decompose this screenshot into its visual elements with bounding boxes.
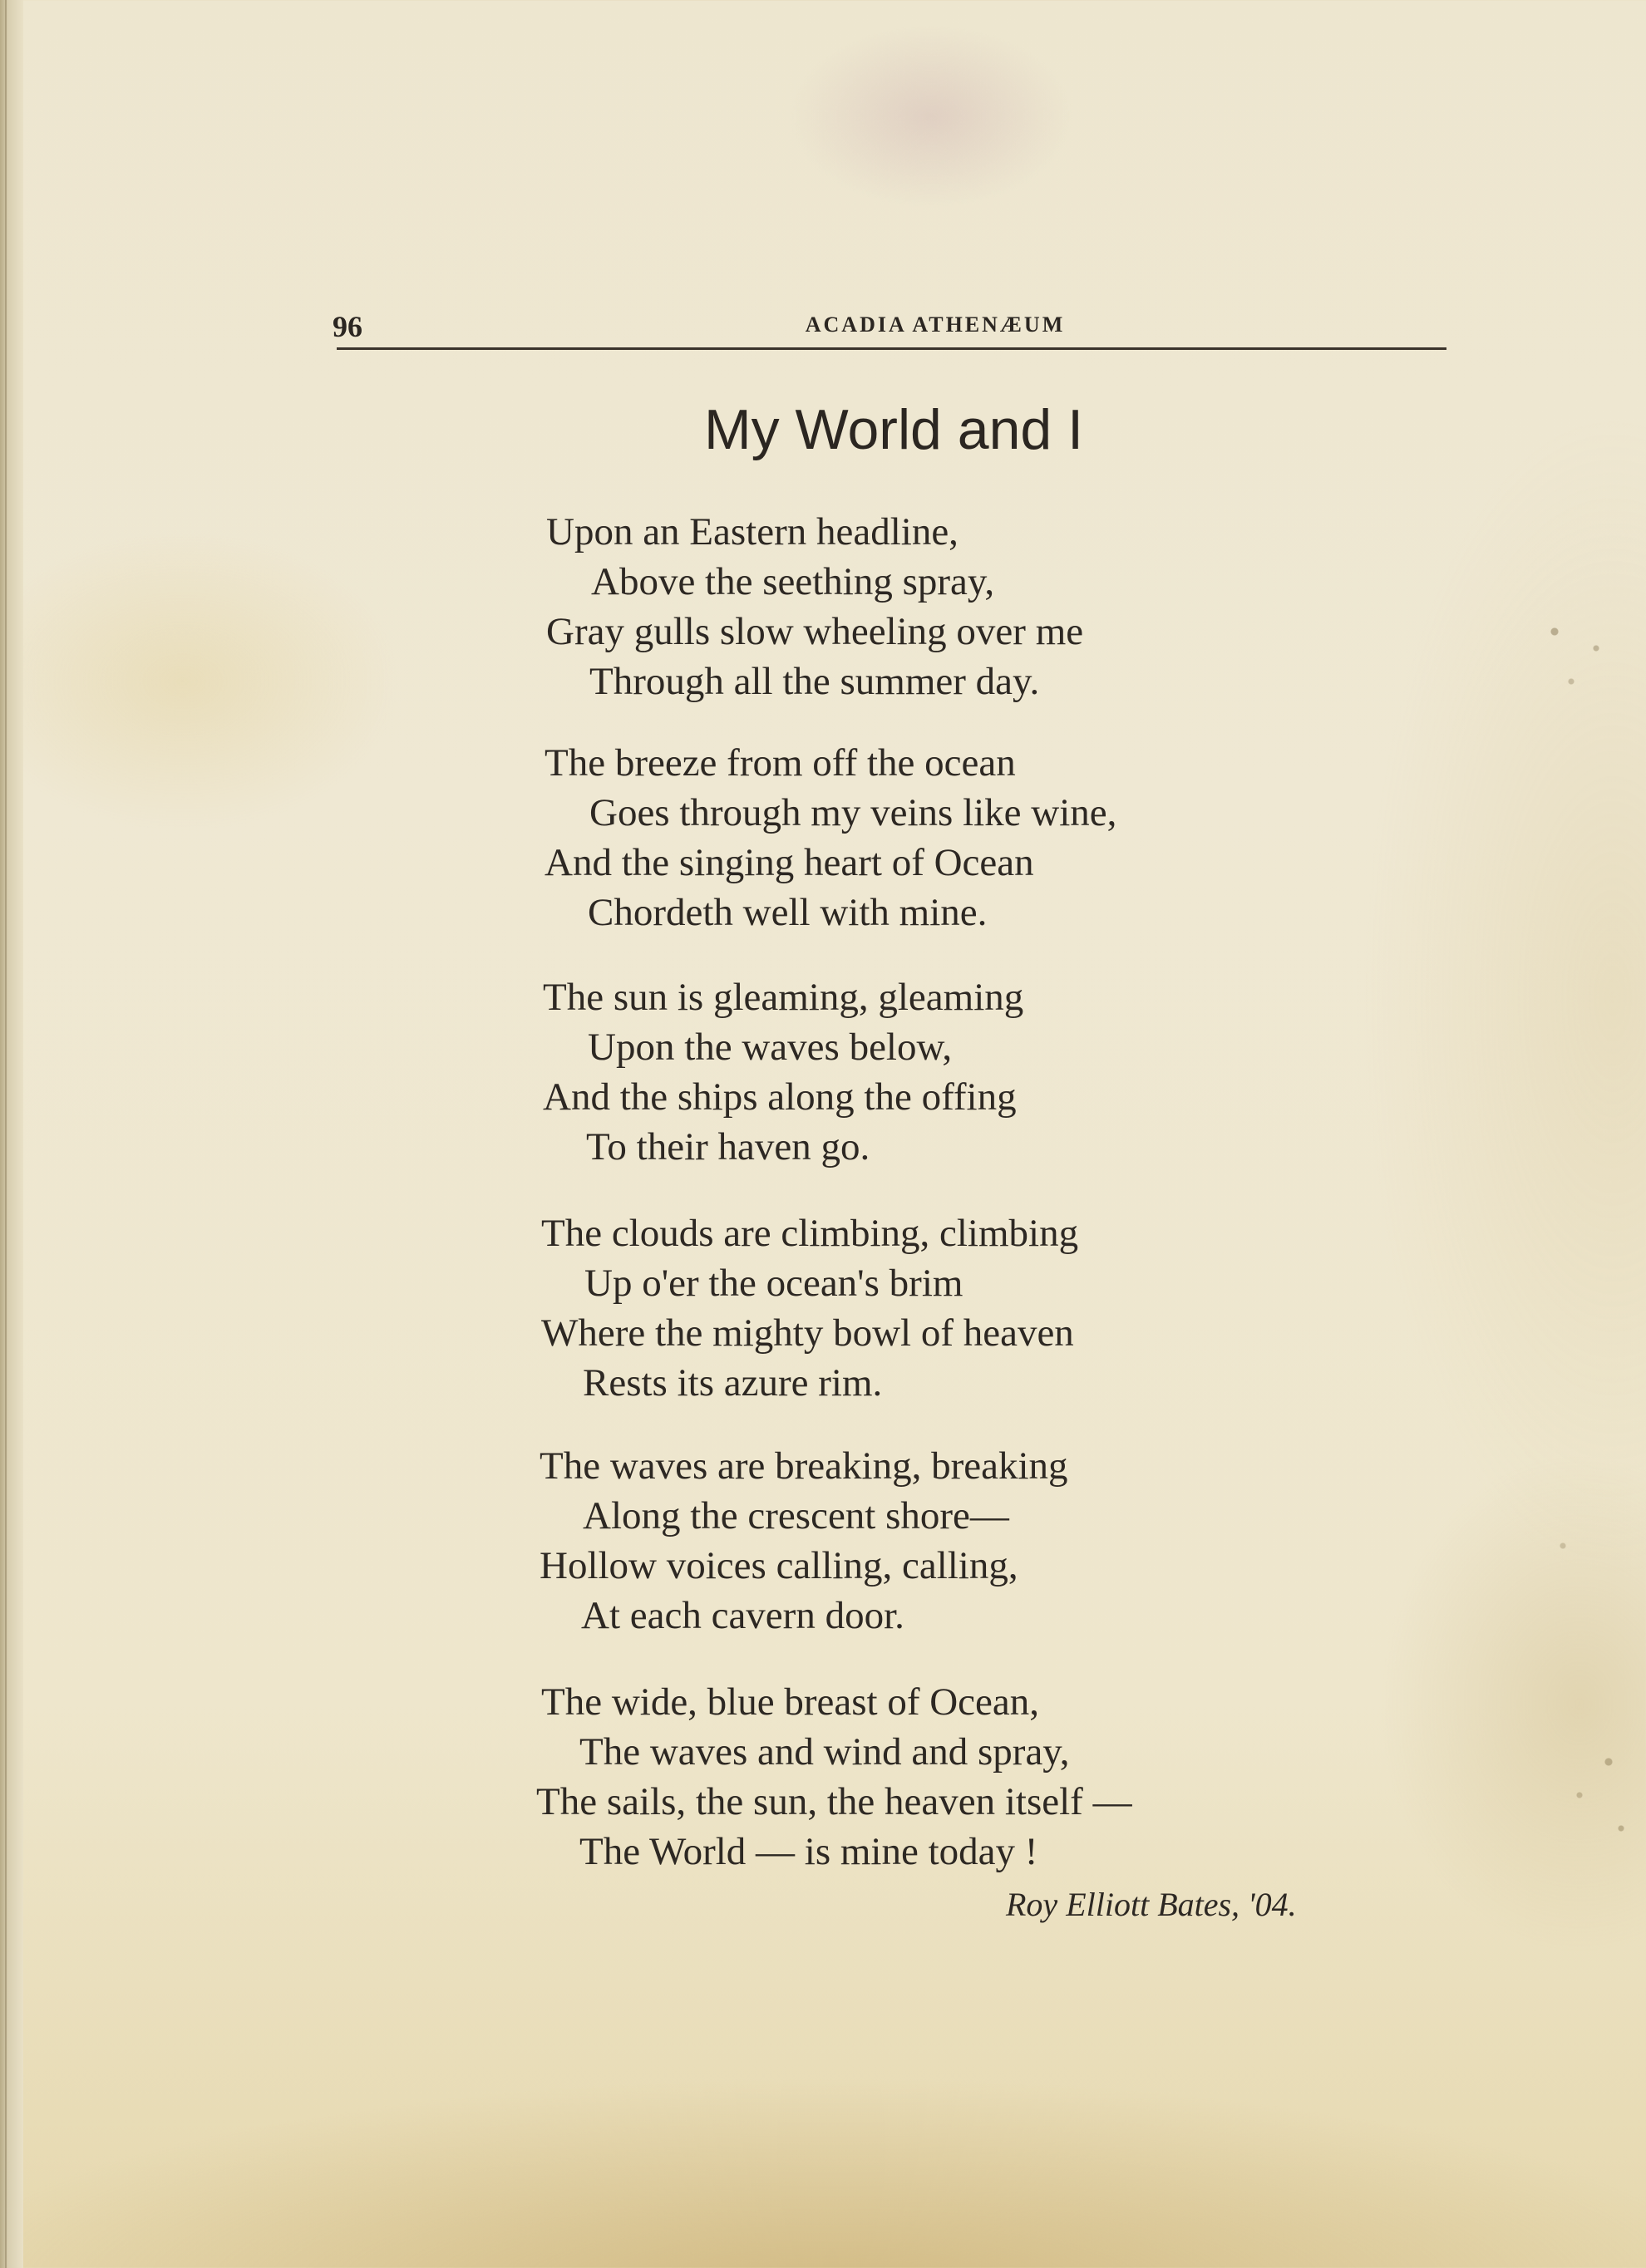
poem-line: At each cavern door. — [581, 1594, 904, 1637]
running-head — [333, 301, 1446, 351]
poem-line: Rests its azure rim. — [583, 1361, 883, 1405]
poem-line: And the singing heart of Ocean — [545, 841, 1034, 884]
poem-line: Hollow voices calling, calling, — [540, 1544, 1018, 1587]
page-edge — [0, 0, 23, 2268]
poem-line: Gray gulls slow wheeling over me — [546, 610, 1084, 653]
journal-title: ACADIA ATHENÆUM — [805, 312, 1066, 337]
poem-line: Where the mighty bowl of heaven — [541, 1311, 1074, 1355]
poem-line: The clouds are climbing, climbing — [541, 1212, 1079, 1255]
poem-line: The waves are breaking, breaking — [540, 1444, 1068, 1488]
header-rule — [337, 347, 1446, 350]
poem-line: Through all the summer day. — [589, 660, 1040, 703]
poem-line: Up o'er the ocean's brim — [584, 1262, 963, 1305]
page-number: 96 — [333, 310, 362, 343]
poem-line: Goes through my veins like wine, — [589, 791, 1117, 834]
poem-line: And the ships along the offing — [543, 1075, 1017, 1119]
poem-line: The breeze from off the ocean — [545, 741, 1016, 785]
poem-line: The sun is gleaming, gleaming — [543, 976, 1024, 1019]
poem-line: Upon the waves below, — [588, 1026, 953, 1069]
poem-line: To their haven go. — [586, 1125, 870, 1168]
poem-line: Upon an Eastern headline, — [546, 510, 959, 553]
poem-line: Above the seething spray, — [591, 560, 995, 603]
foxing-stains — [1530, 249, 1646, 1995]
poem-attribution: Roy Elliott Bates, '04. — [1006, 1886, 1297, 1923]
poem-line: Along the crescent shore— — [583, 1494, 1009, 1537]
poem-line: Chordeth well with mine. — [588, 891, 988, 934]
poem-line: The sails, the sun, the heaven itself — — [536, 1780, 1132, 1823]
poem-title: My World and I — [703, 398, 1083, 461]
poem-line: The World — is mine today ! — [579, 1830, 1038, 1873]
poem-line: The waves and wind and spray, — [579, 1730, 1070, 1774]
poem-line: The wide, blue breast of Ocean, — [541, 1680, 1039, 1724]
